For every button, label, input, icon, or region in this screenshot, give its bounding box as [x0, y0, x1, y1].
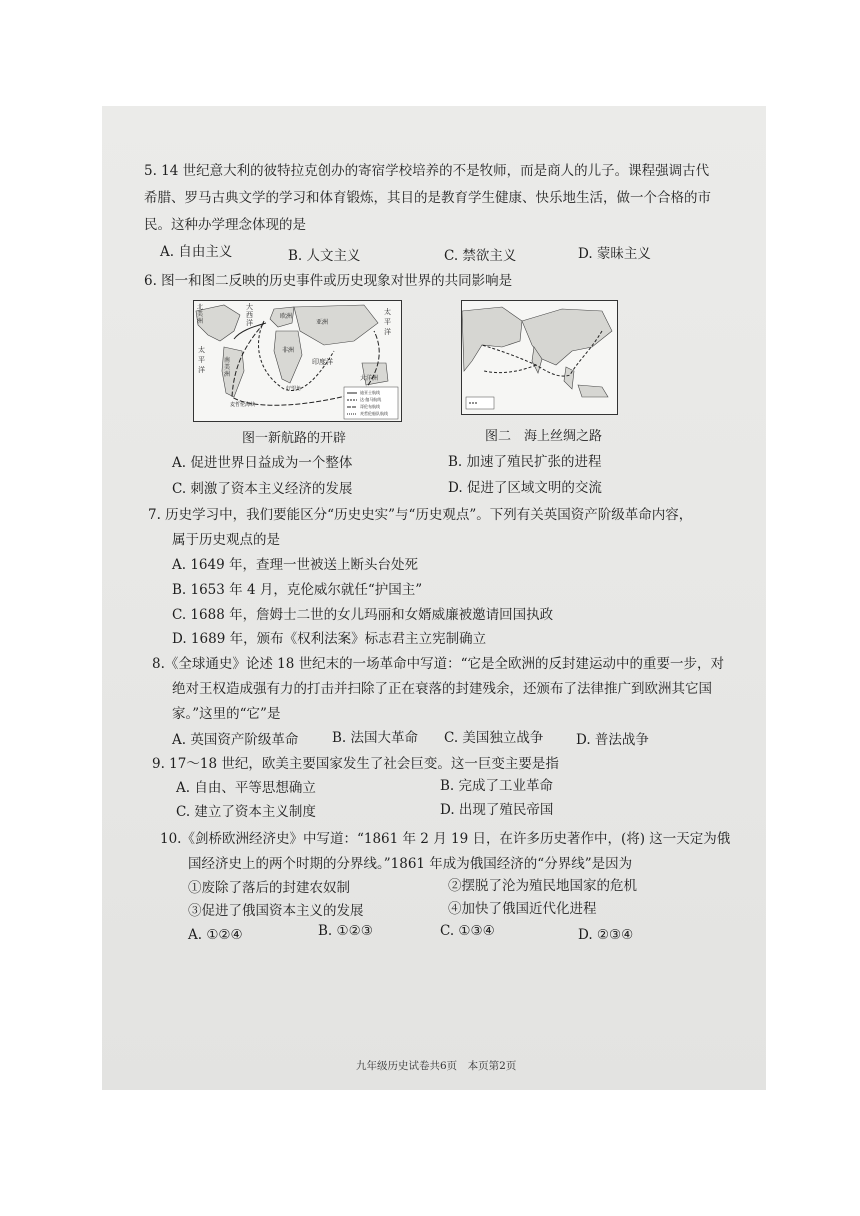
q6-option-b: B. 加速了殖民扩张的进程 — [448, 454, 602, 470]
q9-option-b: B. 完成了工业革命 — [440, 778, 554, 794]
q8-line2: 绝对王权造成强有力的打击并扫除了正在衰落的封建残余，还颁布了法律推广到欧洲其它国 — [172, 681, 712, 697]
q6-option-a: A. 促进世界日益成为一个整体 — [172, 455, 353, 471]
q8-option-d: D. 普法战争 — [576, 732, 649, 748]
q7-option-c: C. 1688 年，詹姆士二世的女儿玛丽和女婿威廉被邀请回国执政 — [172, 607, 554, 623]
q10-option-a: A. ①②④ — [188, 927, 243, 943]
q7-option-a: A. 1649 年，查理一世被送上断头台处死 — [172, 557, 418, 573]
q8-option-a: A. 英国资产阶级革命 — [172, 732, 299, 748]
q9-option-d: D. 出现了殖民帝国 — [440, 802, 554, 818]
legend-route-4: 麦哲伦船队航线 — [360, 411, 388, 416]
q5-option-a: A. 自由主义 — [160, 244, 233, 260]
label-magellan-strait: 麦哲伦海峡 — [230, 402, 256, 408]
q10-item-2: ②摆脱了沦为殖民地国家的危机 — [448, 878, 637, 894]
legend-route-2: 达·伽马航线 — [360, 397, 382, 402]
label-pacific-left: 太平洋 — [198, 346, 205, 374]
maritime-silk-road-map — [461, 300, 618, 415]
q5-option-b: B. 人文主义 — [288, 248, 361, 264]
q9-option-c: C. 建立了资本主义制度 — [176, 804, 316, 820]
q8-option-c: C. 美国独立战争 — [444, 730, 544, 746]
legend-route-3: 哥伦布航线 — [360, 404, 380, 409]
figure-2-caption: 图二 海上丝绸之路 — [485, 429, 603, 444]
label-europe: 欧洲 — [280, 313, 293, 320]
q7-option-d: D. 1689 年，颁布《权利法案》标志君主立宪制确立 — [172, 631, 487, 647]
q5-option-d: D. 蒙昧主义 — [578, 246, 651, 262]
new-sea-routes-map — [193, 300, 402, 422]
label-good-hope: 好望角 — [286, 386, 302, 392]
q10-line1: 10.《剑桥欧洲经济史》中写道：“1861 年 2 月 19 日，在许多历史著作中，(将) 这一天定为俄 — [160, 831, 731, 847]
label-north-america: 北美洲 — [197, 304, 204, 325]
label-asia: 亚洲 — [316, 319, 329, 326]
q9-stem: 9. 17～18 世纪，欧美主要国家发生了社会巨变。这一巨变主要是指 — [152, 756, 559, 772]
label-oceania: 大洋洲 — [360, 375, 379, 382]
q5-line3: 民。这种办学理念体现的是 — [144, 217, 306, 233]
page-footer: 九年级历史试卷共6页 本页第2页 — [356, 1060, 517, 1072]
q10-option-b: B. ①②③ — [318, 923, 373, 939]
label-atlantic: 大西洋 — [246, 303, 253, 327]
label-indian-ocean: 印度洋 — [312, 358, 333, 366]
q8-line1: 8.《全球通史》论述 18 世纪末的一场革命中写道：“它是全欧洲的反封建运动中的重要一步，对 — [152, 656, 725, 672]
q10-line2: 国经济史上的两个时期的分界线。”1861 年成为俄国经济的“分界线”是因为 — [188, 856, 633, 872]
q8-option-b: B. 法国大革命 — [332, 730, 419, 746]
q6-stem: 6. 图一和图二反映的历史事件或历史现象对世界的共同影响是 — [144, 273, 513, 289]
label-south-america: 南美洲 — [224, 357, 231, 378]
q10-item-1: ①废除了落后的封建农奴制 — [188, 880, 350, 896]
q5-option-c: C. 禁欲主义 — [444, 248, 517, 264]
figure-1-caption: 图一新航路的开辟 — [242, 431, 347, 446]
legend-route-1: 迪亚士航线 — [360, 390, 380, 395]
q8-line3: 家。”这里的“它”是 — [172, 706, 281, 722]
label-pacific-right: 太平洋 — [384, 308, 391, 336]
q5-line2: 希腊、罗马古典文学的学习和体育锻炼，其目的是教育学生健康、快乐地生活，做一个合格的市 — [144, 190, 711, 206]
q10-option-c: C. ①③④ — [440, 923, 495, 939]
q7-option-b: B. 1653 年 4 月，克伦威尔就任“护国主” — [172, 582, 423, 598]
q5-line1: 5. 14 世纪意大利的彼特拉克创办的寄宿学校培养的不是牧师，而是商人的儿子。课程强调古代 — [144, 163, 710, 179]
q7-line2: 属于历史观点的是 — [172, 532, 280, 548]
q6-option-c: C. 刺激了资本主义经济的发展 — [172, 481, 353, 497]
q10-item-4: ④加快了俄国近代化进程 — [448, 901, 597, 917]
silk-road-map-graphic — [462, 301, 617, 414]
q6-option-d: D. 促进了区域文明的交流 — [448, 480, 602, 496]
label-africa: 非洲 — [282, 347, 295, 354]
q9-option-a: A. 自由、平等思想确立 — [176, 780, 316, 796]
q10-item-3: ③促进了俄国资本主义的发展 — [188, 903, 364, 919]
q7-line1: 7. 历史学习中，我们要能区分“历史史实”与“历史观点”。下列有关英国资产阶级革命内容， — [148, 507, 693, 523]
q10-option-d: D. ②③④ — [578, 927, 634, 943]
